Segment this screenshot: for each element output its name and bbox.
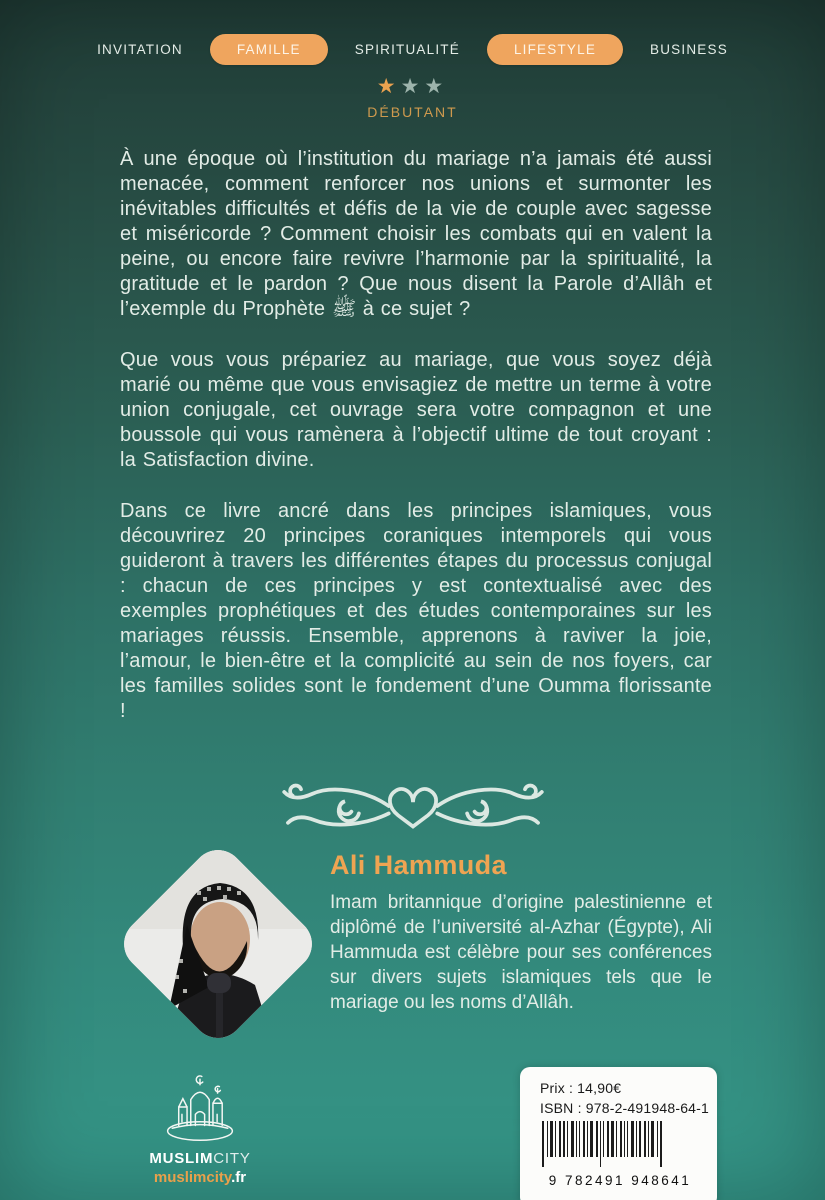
publisher-brand: [115, 1150, 285, 1169]
price-text: Prix : 14,90€: [540, 1080, 622, 1096]
mosque-logo-icon: [115, 1070, 285, 1150]
category-famille-badge: FAMILLE: [210, 34, 328, 65]
brand-secondary: CITY: [213, 1150, 251, 1167]
synopsis-paragraph-3: Dans ce livre ancré dans les principes islamiques, vous découvrirez 20 principes coraniques intemporels qui vous guideront à travers les différentes étapes du processus conjugal : chacun de ces principes y est contextualisé avec des exemples prophétiques et des études contemporaines sur les mariages réussis. Ensemble, apprenons à raviver la joie, l’amour, le bien-être et la complicité au sein de nos foyers, car les familles solides sont le fondement d’une Oumma florissante !: [120, 500, 712, 722]
heart-flourish-icon: [273, 778, 553, 839]
publisher-block: [115, 1070, 285, 1188]
author-bio: Imam britannique d’origine palestinienne et diplômé de l’université al-Azhar (Égypte), Ali Hammuda est célèbre pour ses conférences sur divers sujets islamiques tels que le mariage ou les noms d’Allâh.: [330, 892, 712, 1013]
barcode-digits: 9 782491 948641: [548, 1173, 692, 1188]
author-name: Ali Hammuda: [330, 850, 507, 880]
synopsis: [120, 147, 712, 750]
website-name: muslimcity: [153, 1168, 232, 1186]
website-tld: .fr: [231, 1168, 247, 1186]
publisher-website: [115, 1169, 285, 1188]
star-filled-icon: ★: [376, 75, 401, 98]
star-empty-icon: ★: [424, 75, 449, 98]
author-photo: [113, 839, 322, 1048]
level-label: DÉBUTANT: [367, 104, 458, 120]
category-business: BUSINESS: [650, 42, 728, 57]
level-stars: [0, 76, 825, 97]
star-empty-icon: ★: [400, 75, 425, 98]
category-lifestyle-badge: LIFESTYLE: [487, 34, 623, 65]
category-invitation: INVITATION: [97, 42, 183, 57]
category-row: [0, 34, 825, 65]
price-sticker: [520, 1067, 717, 1200]
brand-primary: MUSLIM: [149, 1150, 214, 1167]
category-spiritualite: SPIRITUALITÉ: [354, 42, 460, 57]
barcode: [540, 1121, 700, 1188]
isbn-text: ISBN : 978-2-491948-64-1: [540, 1100, 710, 1116]
synopsis-paragraph-1: À une époque où l’institution du mariage n’a jamais été aussi menacée, comment renforcer nos unions et surmonter les inévitables difficultés et défis de la vie de couple avec sagesse et miséricorde ? Comment choisir les combats qui en valent la peine, ou encore faire revivre l’harmonie par la spiritualité, la gratitude et le pardon ? Que nous disent la Parole d’Allâh et l’exemple du Prophète ﷺ à ce sujet ?: [120, 148, 712, 320]
synopsis-paragraph-2: Que vous vous prépariez au mariage, que vous soyez déjà marié ou même que vous envisagiez de mettre un terme à votre union conjugale, cet ouvrage sera votre compagnon et une boussole qui vous ramènera à l’objectif ultime de tout croyant : la Satisfaction divine.: [120, 349, 712, 471]
author-section: [120, 846, 712, 1061]
